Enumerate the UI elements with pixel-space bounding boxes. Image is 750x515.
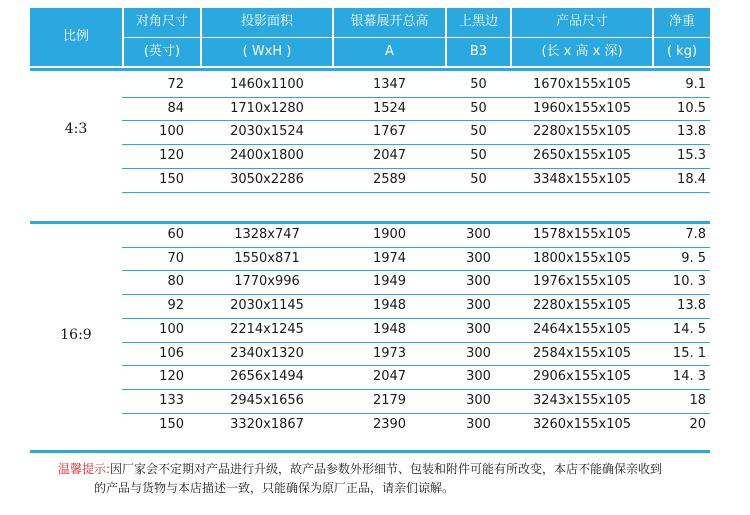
cell-height: 1949 bbox=[372, 274, 407, 290]
cell-diag: 70 bbox=[167, 250, 184, 266]
table-row bbox=[122, 365, 710, 388]
notice-line-2: 的产品与货物与本店描述一致，只能确保为原厂正品，请亲们谅解。 bbox=[94, 481, 455, 495]
cell-black: 50 bbox=[470, 100, 487, 116]
cell-height: 2390 bbox=[372, 416, 407, 432]
cell-diag: 106 bbox=[159, 345, 184, 361]
cell-diag: 150 bbox=[159, 171, 184, 187]
cell-size: 1800x155x105 bbox=[532, 250, 632, 266]
cell-height: 2047 bbox=[372, 369, 407, 385]
table-row bbox=[122, 413, 710, 436]
cell-area: 2214x1245 bbox=[230, 321, 304, 337]
cell-height: 1524 bbox=[372, 100, 407, 116]
table-row bbox=[122, 223, 710, 246]
cell-weight: 18 bbox=[689, 392, 706, 408]
cell-diag: 133 bbox=[159, 392, 184, 408]
table-row bbox=[122, 97, 710, 120]
cell-diag: 150 bbox=[159, 416, 184, 432]
cell-black: 300 bbox=[466, 392, 491, 408]
col-size-header: 产品尺寸 bbox=[555, 14, 608, 29]
cell-weight: 15.3 bbox=[677, 148, 706, 164]
cell-black: 300 bbox=[466, 345, 491, 361]
cell-area: 2656x1494 bbox=[230, 369, 304, 385]
table-row bbox=[122, 318, 710, 341]
cell-weight: 9.1 bbox=[685, 77, 706, 92]
cell-area: 1550x871 bbox=[234, 250, 300, 266]
table-row bbox=[122, 294, 710, 317]
cell-height: 2047 bbox=[372, 148, 407, 164]
cell-weight: 14. 5 bbox=[672, 321, 706, 337]
cell-diag: 120 bbox=[159, 148, 184, 164]
cell-height: 1973 bbox=[372, 345, 407, 361]
header-divider bbox=[122, 37, 710, 38]
col-height-subheader: A bbox=[385, 44, 394, 59]
cell-area: 3320x1867 bbox=[230, 416, 304, 432]
cell-size: 1670x155x105 bbox=[532, 77, 632, 92]
cell-black: 50 bbox=[470, 148, 487, 164]
cell-weight: 10. 3 bbox=[672, 274, 706, 290]
cell-diag: 80 bbox=[167, 274, 184, 290]
cell-size: 3348x155x105 bbox=[532, 171, 632, 187]
table-row bbox=[122, 270, 710, 293]
cell-size: 1578x155x105 bbox=[532, 227, 632, 242]
table-row bbox=[122, 342, 710, 365]
cell-size: 2906x155x105 bbox=[532, 369, 632, 385]
cell-area: 1460x1100 bbox=[230, 77, 304, 92]
cell-black: 300 bbox=[466, 274, 491, 290]
col-size-subheader: (长 x 高 x 深) bbox=[541, 44, 623, 59]
cell-diag: 72 bbox=[167, 77, 184, 92]
cell-diag: 100 bbox=[159, 124, 184, 140]
cell-size: 2650x155x105 bbox=[532, 148, 632, 164]
cell-area: 2030x1524 bbox=[230, 124, 304, 140]
cell-black: 300 bbox=[466, 298, 491, 314]
cell-area: 1710x1280 bbox=[230, 100, 304, 116]
cell-size: 2464x155x105 bbox=[532, 321, 632, 337]
col-height-header: 银幕展开总高 bbox=[350, 14, 429, 29]
cell-diag: 92 bbox=[167, 298, 184, 314]
table-row bbox=[122, 73, 710, 96]
col-black-header: 上黑边 bbox=[458, 14, 498, 29]
cell-black: 300 bbox=[466, 416, 491, 432]
cell-height: 1347 bbox=[372, 77, 407, 92]
cell-height: 1900 bbox=[372, 227, 407, 242]
cell-height: 2589 bbox=[372, 171, 407, 187]
col-weight-subheader: ( kg) bbox=[666, 44, 698, 59]
cell-size: 1976x155x105 bbox=[532, 274, 632, 290]
ratio-label: 4:3 bbox=[64, 121, 88, 137]
cell-weight: 13.8 bbox=[677, 124, 706, 140]
table-row bbox=[122, 144, 710, 167]
cell-diag: 100 bbox=[159, 321, 184, 337]
cell-area: 2945x1656 bbox=[230, 392, 304, 408]
cell-area: 1328x747 bbox=[234, 227, 300, 242]
col-ratio-header: 比例 bbox=[62, 29, 89, 44]
cell-weight: 14. 3 bbox=[672, 369, 706, 385]
cell-black: 50 bbox=[470, 77, 487, 92]
cell-black: 300 bbox=[466, 369, 491, 385]
cell-black: 50 bbox=[470, 124, 487, 140]
cell-size: 3260x155x105 bbox=[532, 416, 632, 432]
section-rule bbox=[30, 68, 710, 71]
notice-label: 温馨提示: bbox=[58, 462, 111, 476]
cell-area: 1770x996 bbox=[234, 274, 300, 290]
cell-diag: 120 bbox=[159, 369, 184, 385]
cell-area: 2030x1145 bbox=[230, 298, 304, 314]
cell-size: 1960x155x105 bbox=[532, 100, 632, 116]
cell-weight: 20 bbox=[689, 416, 706, 432]
cell-weight: 9. 5 bbox=[681, 250, 706, 266]
cell-black: 50 bbox=[470, 171, 487, 187]
cell-size: 2280x155x105 bbox=[532, 298, 632, 314]
cell-area: 3050x2286 bbox=[230, 171, 304, 187]
col-black-subheader: B3 bbox=[469, 44, 488, 59]
col-weight-header: 净重 bbox=[668, 14, 695, 29]
cell-height: 2179 bbox=[372, 392, 407, 408]
cell-diag: 84 bbox=[167, 100, 184, 116]
cell-weight: 13.8 bbox=[677, 298, 706, 314]
cell-weight: 10.5 bbox=[677, 100, 706, 116]
notice bbox=[58, 460, 738, 479]
row-divider bbox=[122, 192, 710, 193]
cell-weight: 18.4 bbox=[677, 171, 706, 187]
cell-black: 300 bbox=[466, 321, 491, 337]
table-row bbox=[122, 120, 710, 143]
cell-black: 300 bbox=[466, 227, 491, 242]
cell-size: 3243x155x105 bbox=[532, 392, 632, 408]
cell-size: 2584x155x105 bbox=[532, 345, 632, 361]
table-row bbox=[122, 168, 710, 191]
cell-area: 2340x1320 bbox=[230, 345, 304, 361]
cell-weight: 7.8 bbox=[685, 227, 706, 242]
section-rule bbox=[30, 450, 710, 453]
cell-height: 1948 bbox=[372, 298, 407, 314]
notice-line-1: 因厂家会不定期对产品进行升级，故产品参数外形细节、包装和附件可能有所改变，本店不能确保亲收到 bbox=[110, 462, 663, 476]
table-row bbox=[122, 389, 710, 412]
col-area-header: 投影面积 bbox=[240, 14, 293, 29]
cell-black: 300 bbox=[466, 250, 491, 266]
cell-height: 1948 bbox=[372, 321, 407, 337]
cell-size: 2280x155x105 bbox=[532, 124, 632, 140]
table-row bbox=[122, 247, 710, 270]
cell-weight: 15. 1 bbox=[672, 345, 706, 361]
ratio-label: 16:9 bbox=[60, 327, 92, 343]
col-diag-header: 对角尺寸 bbox=[135, 14, 188, 29]
col-diag-subheader: (英寸) bbox=[143, 44, 181, 59]
col-area-subheader: ( WxH ) bbox=[242, 44, 292, 59]
cell-diag: 60 bbox=[167, 227, 184, 242]
cell-area: 2400x1800 bbox=[230, 148, 304, 164]
cell-height: 1974 bbox=[372, 250, 407, 266]
cell-height: 1767 bbox=[372, 124, 407, 140]
